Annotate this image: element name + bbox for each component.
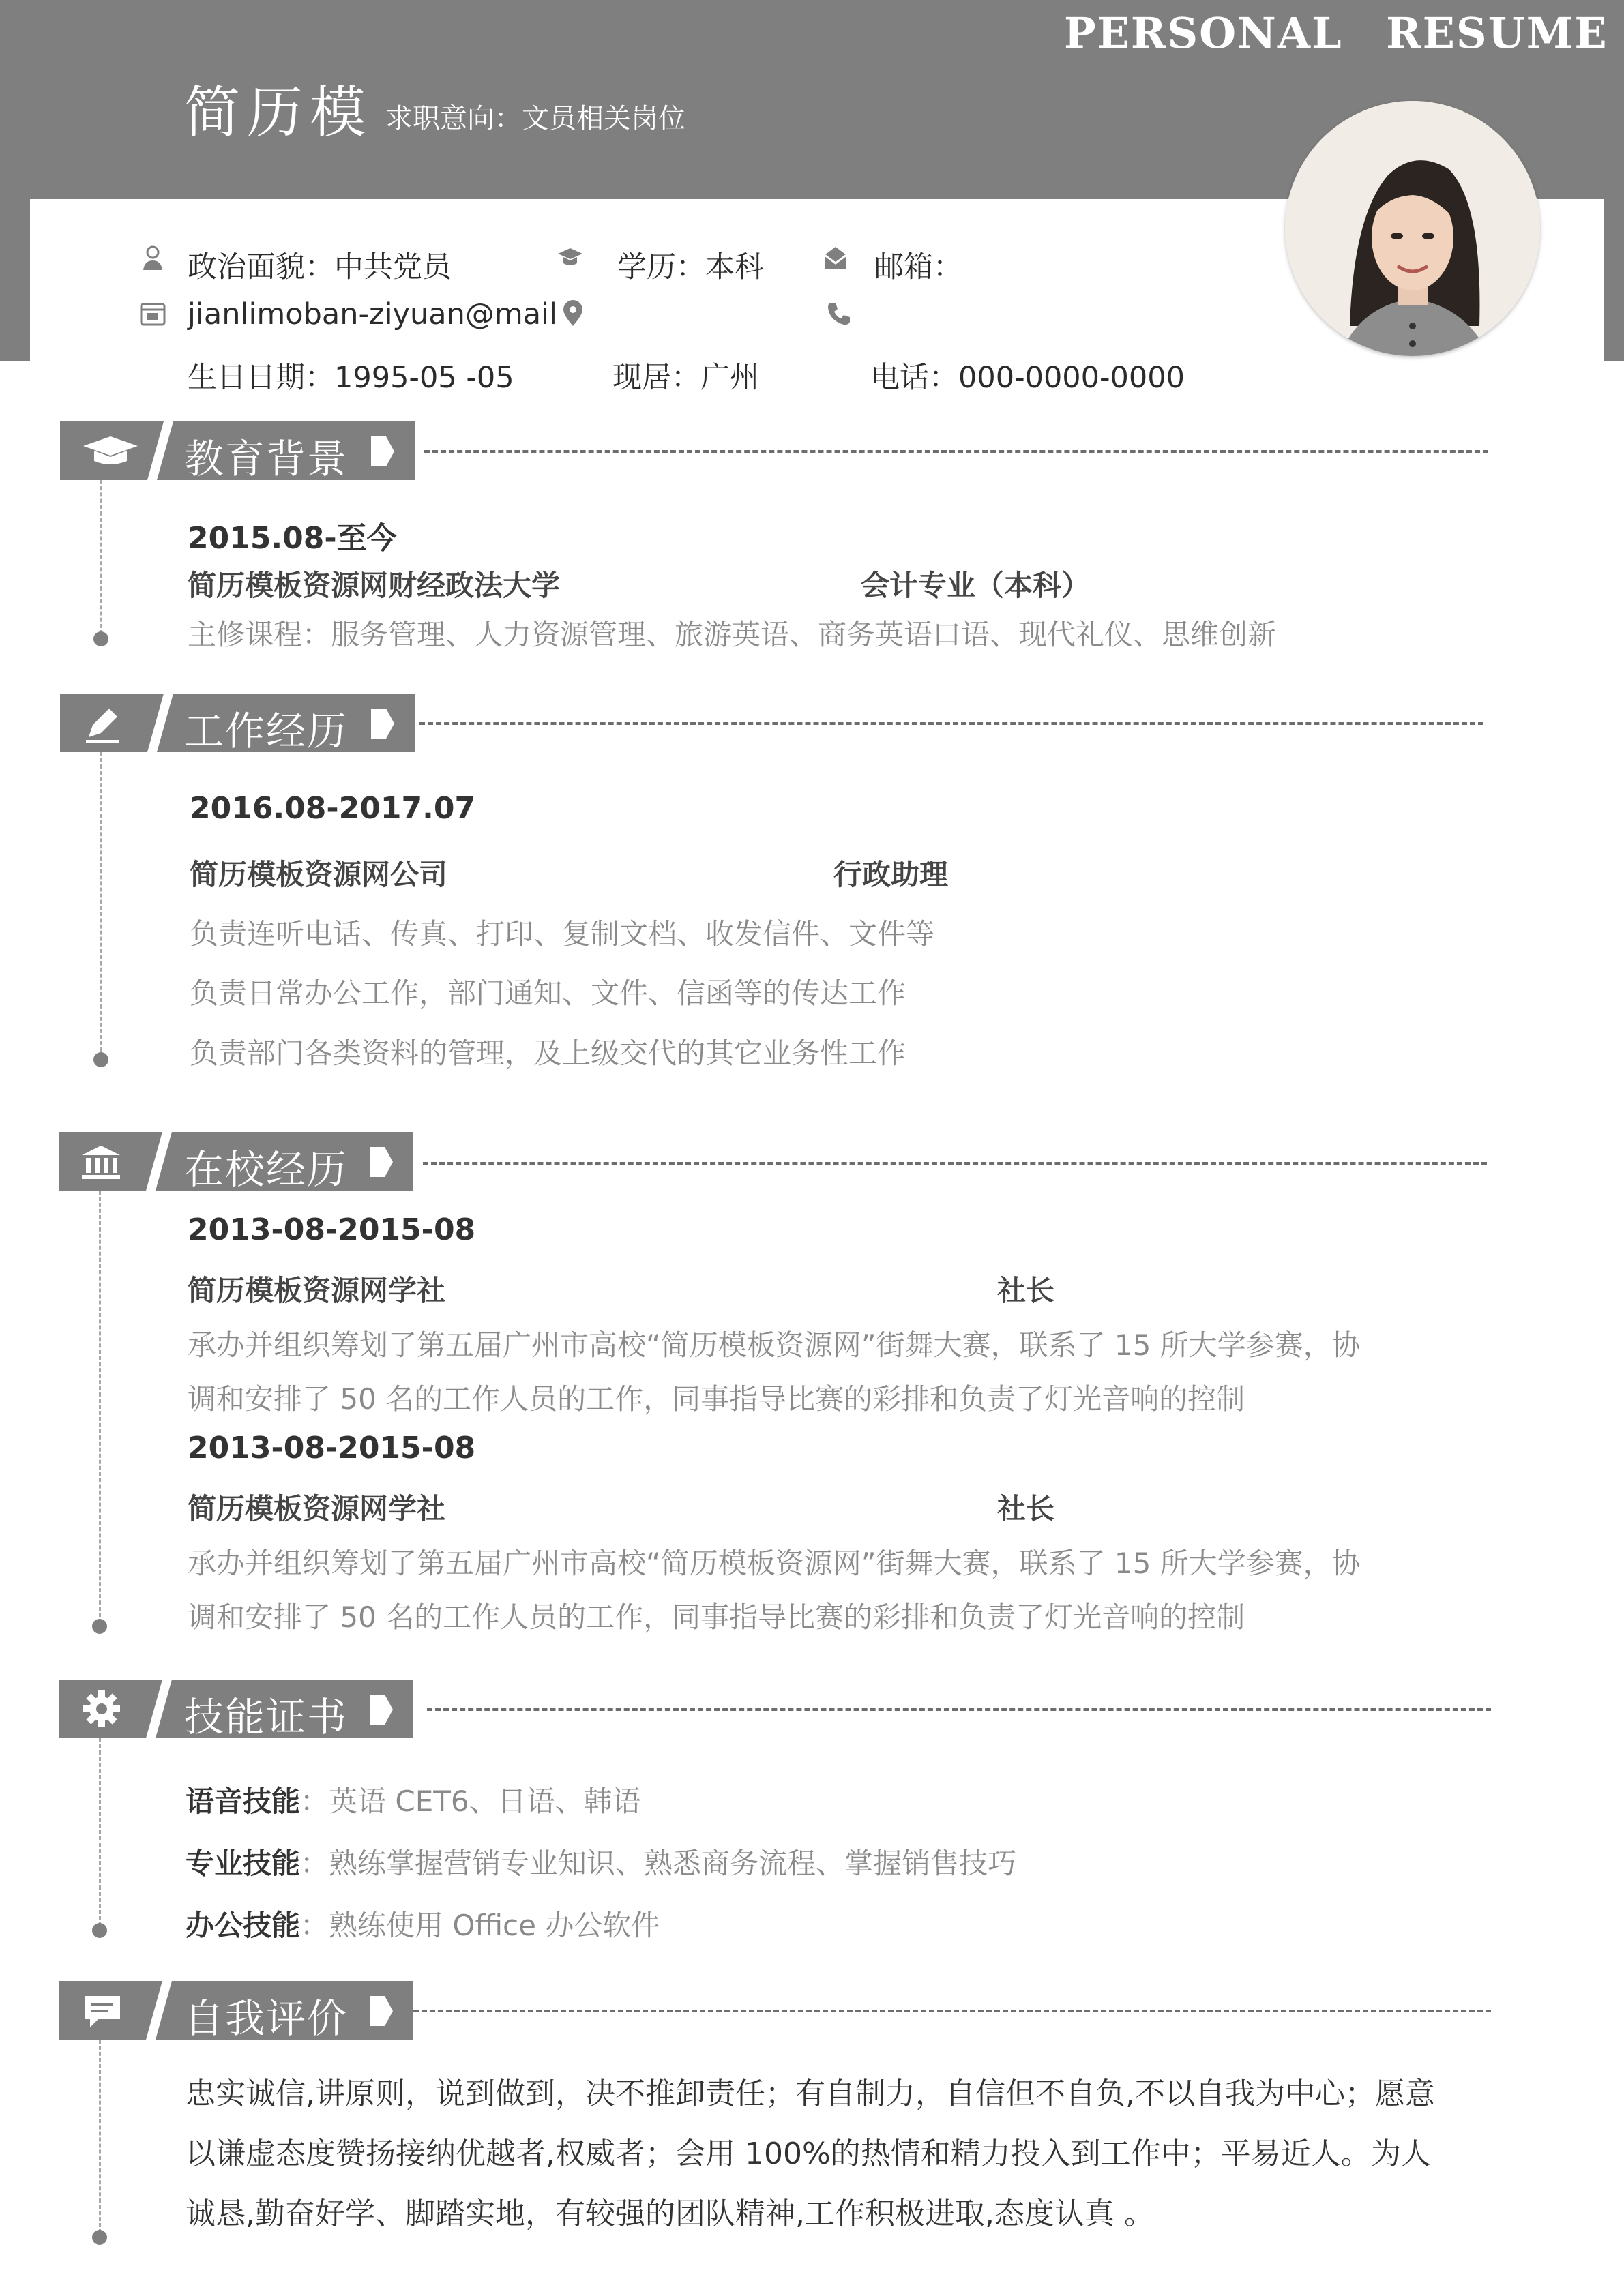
education-school: 简历模板资源网财经政法大学 <box>188 569 561 602</box>
campus-description: 调和安排了 50 名的工作人员的工作，同事指导比赛的彩排和负责了灯光音响的控制 <box>188 1600 1245 1634</box>
candidate-name: 简历模 <box>184 80 373 145</box>
header-side-left <box>0 199 30 361</box>
campus-date: 2013-08-2015-08 <box>188 1431 476 1465</box>
arrow-right-icon <box>367 1146 394 1178</box>
section-title: 工作经历 <box>184 708 349 754</box>
section-header-skills <box>59 1680 413 1738</box>
campus-description: 调和安排了 50 名的工作人员的工作，同事指导比赛的彩排和负责了灯光音响的控制 <box>188 1382 1245 1416</box>
work-duty: 负责连听电话、传真、打印、复制文档、收发信件、文件等 <box>190 917 935 951</box>
comment-icon <box>82 1993 123 2029</box>
timeline-dot <box>93 631 108 646</box>
skill-value: 熟练使用 Office 办公软件 <box>329 1909 660 1942</box>
job-intent: 求职意向：文员相关岗位 <box>385 103 685 134</box>
work-duty: 负责日常办公工作，部门通知、文件、信函等的传达工作 <box>190 976 906 1010</box>
work-position: 行政助理 <box>833 858 949 891</box>
portrait-illustration <box>1285 101 1540 356</box>
phone-number: 电话：000-0000-0000 <box>870 361 1185 395</box>
section-divider <box>424 450 1488 453</box>
timeline-line <box>99 1738 101 1926</box>
section-header-work <box>60 694 415 752</box>
phone-icon <box>825 300 853 327</box>
timeline-dot <box>93 1052 108 1067</box>
skill-item <box>186 1841 1016 1882</box>
arrow-right-icon <box>368 435 396 468</box>
skill-label: 语音技能 <box>186 1785 301 1818</box>
section-title: 技能证书 <box>184 1694 349 1740</box>
location-pin-icon <box>559 300 587 327</box>
email-value[interactable]: jianlimoban-ziyuan@mail <box>188 297 557 331</box>
skill-item <box>186 1903 660 1944</box>
campus-date: 2013-08-2015-08 <box>188 1212 476 1247</box>
self-evaluation-line: 忠实诚信,讲原则，说到做到，决不推卸责任；有自制力，自信但不自负,不以自我为中心；愿意 <box>186 2076 1435 2111</box>
profile-photo <box>1285 101 1540 356</box>
education-courses: 主修课程：服务管理、人力资源管理、旅游英语、商务英语口语、现代礼仪、思维创新 <box>188 618 1277 651</box>
gear-icon <box>82 1689 121 1729</box>
bank-icon <box>79 1143 123 1181</box>
campus-description: 承办并组织筹划了第五届广州市高校“简历模板资源网”街舞大赛，联系了 15 所大学参赛，协 <box>188 1328 1361 1362</box>
section-title: 自我评价 <box>184 1995 349 2042</box>
section-title: 在校经历 <box>184 1146 349 1193</box>
timeline-line <box>99 1191 101 1623</box>
education-date: 2015.08-至今 <box>188 521 397 556</box>
work-duty: 负责部门各类资料的管理，及上级交代的其它业务性工作 <box>190 1037 906 1070</box>
education-major: 会计专业（本科） <box>861 569 1091 602</box>
section-divider <box>413 2010 1491 2012</box>
skill-separator: ： <box>300 1847 329 1880</box>
section-divider <box>423 1162 1487 1165</box>
skill-label: 专业技能 <box>186 1847 301 1880</box>
graduation-cap-icon <box>76 434 145 468</box>
work-company: 简历模板资源网公司 <box>190 858 448 891</box>
skill-label: 办公技能 <box>186 1909 301 1942</box>
section-title: 教育背景 <box>184 436 349 482</box>
self-evaluation-line: 以谦虚态度赞扬接纳优越者,权威者；会用 100%的热情和精力投入到工作中；平易近人。为人 <box>186 2136 1431 2171</box>
birthday: 生日日期：1995-05 -05 <box>188 361 514 395</box>
campus-description: 承办并组织筹划了第五届广州市高校“简历模板资源网”街舞大赛，联系了 15 所大学参赛，协 <box>188 1547 1361 1580</box>
pen-icon <box>82 703 123 744</box>
residence: 现居：广州 <box>612 361 759 395</box>
arrow-right-icon <box>368 707 396 740</box>
graduation-cap-icon <box>557 244 584 271</box>
campus-org: 简历模板资源网学社 <box>188 1492 446 1525</box>
timeline-dot <box>92 1923 107 1938</box>
email-label: 邮箱： <box>874 250 962 284</box>
section-divider <box>419 722 1483 725</box>
envelope-icon <box>822 244 849 271</box>
timeline-dot <box>92 1619 107 1634</box>
self-evaluation-line: 诚恳,勤奋好学、脚踏实地，有较强的团队精神,工作积极进取,态度认真 。 <box>186 2196 1154 2231</box>
campus-role: 社长 <box>997 1492 1055 1525</box>
skill-value: 英语 CET6、日语、韩语 <box>329 1785 641 1818</box>
calendar-icon <box>139 300 166 327</box>
education-level: 学历：本科 <box>617 250 764 284</box>
skill-item <box>186 1779 641 1820</box>
campus-role: 社长 <box>997 1274 1055 1307</box>
section-header-campus <box>59 1132 413 1191</box>
timeline-line <box>99 2040 101 2233</box>
skill-separator: ： <box>300 1909 329 1942</box>
header-side-right <box>1604 199 1624 361</box>
personal-resume-heading: PERSONAL RESUME <box>1064 8 1608 58</box>
arrow-right-icon <box>367 1693 394 1726</box>
section-header-self <box>59 1981 413 2040</box>
section-header-education <box>60 421 415 480</box>
section-divider <box>427 1708 1491 1711</box>
arrow-right-icon <box>367 1995 394 2027</box>
political-status: 政治面貌：中共党员 <box>188 250 452 284</box>
timeline-line <box>100 752 102 1058</box>
timeline-line <box>100 480 102 634</box>
skill-value: 熟练掌握营销专业知识、熟悉商务流程、掌握销售技巧 <box>329 1847 1017 1880</box>
campus-org: 简历模板资源网学社 <box>188 1274 446 1307</box>
user-icon <box>139 244 166 271</box>
work-date: 2016.08-2017.07 <box>190 791 476 826</box>
timeline-dot <box>92 2230 107 2245</box>
skill-separator: ： <box>300 1785 329 1818</box>
